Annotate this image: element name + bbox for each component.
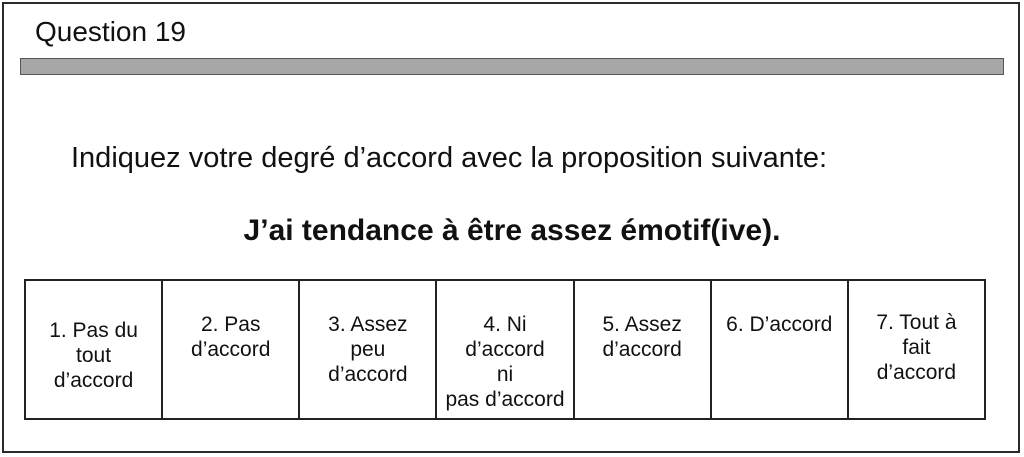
scale-option-5[interactable]: 5. Assez d’accord	[574, 280, 711, 419]
scale-option-7[interactable]: 7. Tout à fait d’accord	[848, 280, 985, 419]
agreement-scale-row	[25, 280, 985, 419]
question-title: Question 19	[35, 16, 186, 47]
agreement-scale-table	[24, 279, 986, 420]
question-prompt: Indiquez votre degré d’accord avec la proposition suivante:	[71, 142, 828, 174]
title-divider-bar	[20, 58, 1004, 75]
question-statement: J’ai tendance à être assez émotif(ive).	[243, 214, 781, 247]
scale-option-3[interactable]: 3. Assez peu d’accord	[299, 280, 436, 419]
scale-option-2[interactable]: 2. Pas d’accord	[162, 280, 299, 419]
scale-option-1[interactable]: 1. Pas du tout d’accord	[25, 280, 162, 419]
scale-option-4[interactable]: 4. Ni d’accord ni pas d’accord	[436, 280, 573, 419]
scale-option-6[interactable]: 6. D’accord	[711, 280, 848, 419]
